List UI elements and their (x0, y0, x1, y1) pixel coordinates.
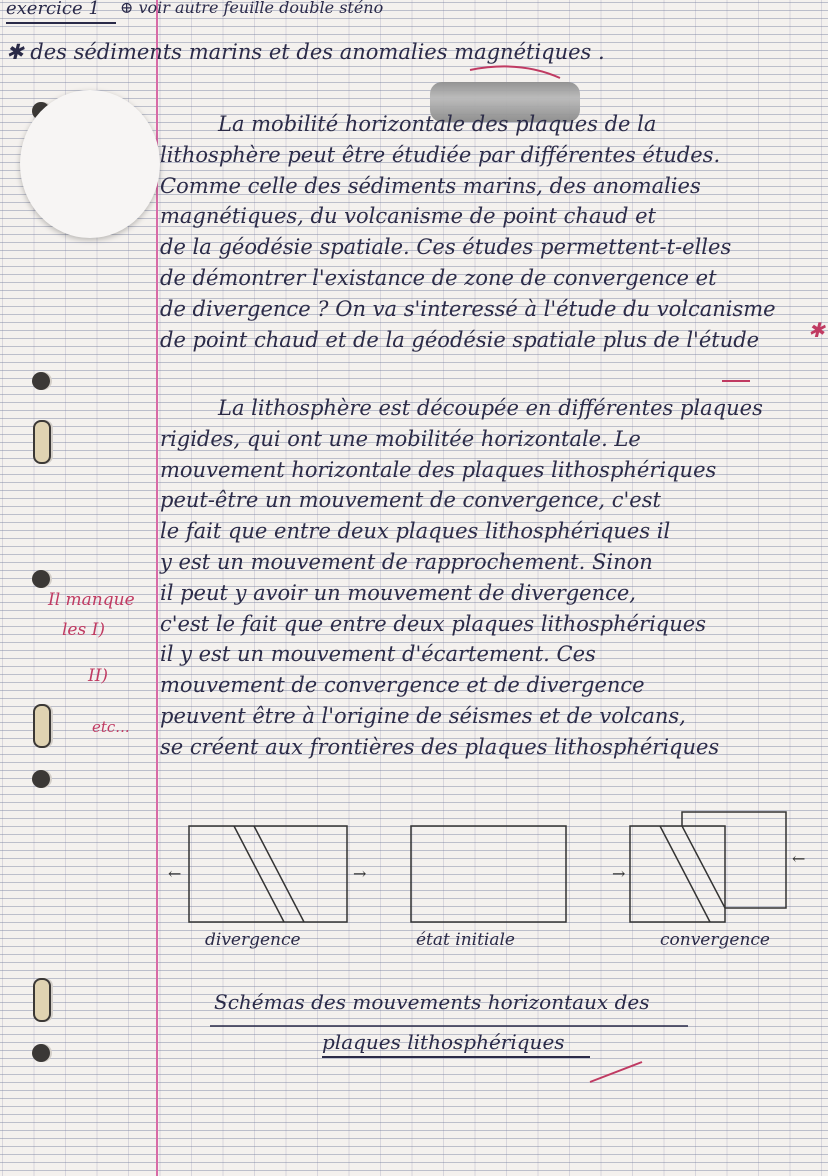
subtitle: ✱ des sédiments marins et des anomalies magnétiques . (6, 40, 605, 64)
initial-state-diagram (411, 826, 566, 922)
heading-note: ⊕ voir autre feuille double sténo (120, 0, 384, 17)
correction-stroke (470, 66, 560, 78)
text-line: peut-être un mouvement de convergence, c'est (160, 488, 661, 513)
text-line: mouvement horizontale des plaques lithosphériques (160, 457, 717, 482)
correction-stroke (590, 1062, 642, 1082)
text-line: de point chaud et de la géodésie spatiale plus de l'étude (160, 327, 760, 352)
arrow-left-icon: ← (792, 849, 806, 868)
text-line: de démontrer l'existance de zone de convergence et (160, 266, 717, 290)
convergence-diagram (630, 812, 786, 922)
text-line: le fait que entre deux plaques lithosphériques il (160, 519, 671, 544)
text-line: se créent aux frontières des plaques lithosphériques (160, 734, 720, 759)
text-line: magnétiques, du volcanisme de point chaud et (160, 204, 656, 229)
text-line: mouvement de convergence et de divergence (160, 673, 645, 698)
text-line: c'est le fait que entre deux plaques lithosphériques (160, 611, 706, 636)
text-line: de la géodésie spatiale. Ces études permettent-t-elles (160, 235, 732, 260)
margin-note-2: les I) (62, 620, 105, 640)
star-mark: ✱ (808, 318, 825, 342)
label-divergence: divergence (205, 930, 301, 950)
text-line: lithosphère peut être étudiée par différentes études. (160, 142, 721, 167)
divergence-diagram (189, 826, 347, 922)
text-line: peuvent être à l'origine de séismes et de volcans, (160, 704, 686, 728)
text-line: il y est un mouvement d'écartement. Ces (160, 642, 596, 667)
label-initial-state: état initiale (416, 930, 515, 950)
margin-note-4: etc... (92, 718, 130, 736)
margin-note-3: II) (88, 666, 109, 686)
label-convergence: convergence (660, 930, 770, 950)
text-line: La mobilité horizontale des plaques de la (218, 112, 657, 136)
arrow-right-icon: → (353, 864, 367, 883)
caption-underline-2 (322, 1056, 590, 1058)
arrow-left-icon: ← (168, 864, 182, 883)
caption-line-1: Schémas des mouvements horizontaux des (214, 990, 650, 1014)
text-line: Comme celle des sédiments marins, des anomalies (160, 173, 701, 198)
text-line: il peut y avoir un mouvement de divergence, (160, 580, 636, 605)
text-line: de divergence ? On va s'interessé à l'étude du volcanisme (160, 296, 776, 321)
margin-note-1: Il manque (48, 590, 135, 610)
text-line: y est un mouvement de rapprochement. Sinon (160, 550, 653, 574)
exercise-heading: exercice 1 (6, 0, 100, 19)
text-line: rigides, qui ont une mobilitée horizontale. Le (160, 426, 641, 451)
caption-line-2: plaques lithosphériques (322, 1030, 565, 1054)
text-line: La lithosphère est découpée en différentes plaques (218, 396, 763, 420)
arrow-right-icon: → (612, 864, 626, 883)
